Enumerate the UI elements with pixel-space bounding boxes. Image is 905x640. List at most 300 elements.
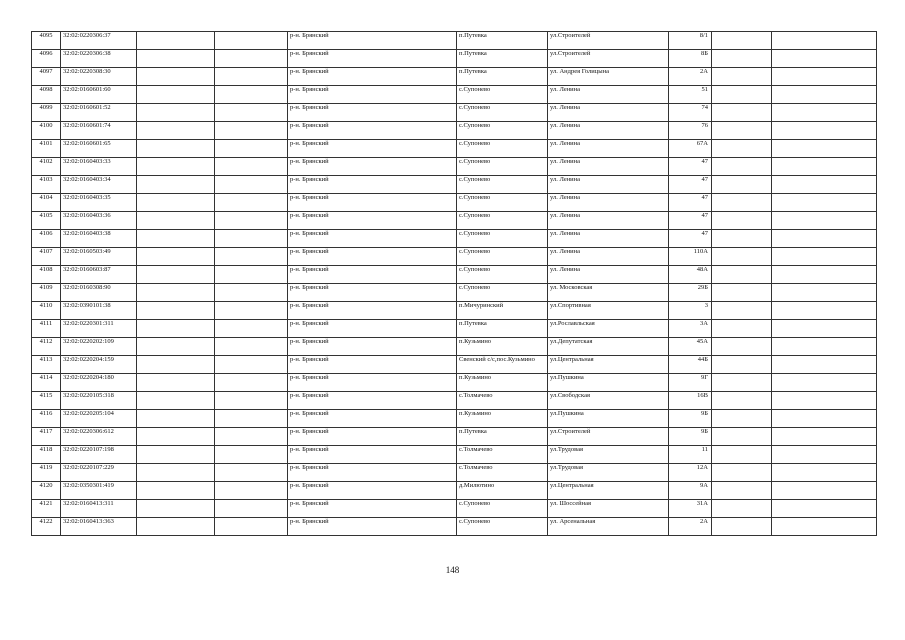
table-row <box>32 176 877 194</box>
street-cell: ул.Трудовая <box>548 464 669 482</box>
row-number-cell: 4120 <box>32 482 61 500</box>
row-number-cell: 4100 <box>32 122 61 140</box>
empty-cell <box>712 482 772 500</box>
settlement-cell: с.Супонево <box>457 86 548 104</box>
house-number-cell: 3 <box>669 302 712 320</box>
empty-cell <box>712 158 772 176</box>
street-cell: ул. Ленина <box>548 86 669 104</box>
empty-cell <box>215 302 288 320</box>
empty-cell <box>772 428 877 446</box>
row-number-cell: 4103 <box>32 176 61 194</box>
empty-cell <box>772 212 877 230</box>
street-cell: ул. Ленина <box>548 230 669 248</box>
empty-cell <box>215 68 288 86</box>
district-cell: р-н. Брянский <box>288 518 457 536</box>
table-row <box>32 302 877 320</box>
empty-cell <box>712 392 772 410</box>
street-cell: ул.Центральная <box>548 482 669 500</box>
empty-cell <box>772 248 877 266</box>
row-number-cell: 4114 <box>32 374 61 392</box>
table-row <box>32 500 877 518</box>
house-number-cell: 2А <box>669 518 712 536</box>
empty-cell <box>772 518 877 536</box>
empty-cell <box>772 410 877 428</box>
settlement-cell: с.Супонево <box>457 284 548 302</box>
house-number-cell: 9Г <box>669 374 712 392</box>
empty-cell <box>712 176 772 194</box>
empty-cell <box>215 410 288 428</box>
table-row <box>32 284 877 302</box>
settlement-cell: п.Кузьмино <box>457 374 548 392</box>
house-number-cell: 47 <box>669 158 712 176</box>
street-cell: ул. Ленина <box>548 248 669 266</box>
cadastral-number-cell: 32:02:0160601:60 <box>61 86 137 104</box>
district-cell: р-н. Брянский <box>288 212 457 230</box>
empty-cell <box>772 356 877 374</box>
cadastral-number-cell: 32:02:0160603:87 <box>61 266 137 284</box>
street-cell: ул.Свободская <box>548 392 669 410</box>
table-row <box>32 86 877 104</box>
row-number-cell: 4116 <box>32 410 61 428</box>
table-row <box>32 482 877 500</box>
empty-cell <box>712 446 772 464</box>
house-number-cell: 47 <box>669 230 712 248</box>
table-row <box>32 446 877 464</box>
settlement-cell: п.Путевка <box>457 50 548 68</box>
empty-cell <box>215 194 288 212</box>
empty-cell <box>137 410 215 428</box>
empty-cell <box>712 320 772 338</box>
table-row <box>32 410 877 428</box>
street-cell: ул. Ленина <box>548 158 669 176</box>
settlement-cell: с.Супонево <box>457 122 548 140</box>
district-cell: р-н. Брянский <box>288 392 457 410</box>
district-cell: р-н. Брянский <box>288 410 457 428</box>
row-number-cell: 4095 <box>32 32 61 50</box>
district-cell: р-н. Брянский <box>288 86 457 104</box>
empty-cell <box>772 266 877 284</box>
street-cell: ул. Ленина <box>548 176 669 194</box>
cadastral-number-cell: 32:02:0390101:38 <box>61 302 137 320</box>
empty-cell <box>137 266 215 284</box>
empty-cell <box>215 32 288 50</box>
street-cell: ул.Рославльская <box>548 320 669 338</box>
district-cell: р-н. Брянский <box>288 194 457 212</box>
settlement-cell: с.Супонево <box>457 230 548 248</box>
street-cell: ул.Депутатская <box>548 338 669 356</box>
empty-cell <box>215 338 288 356</box>
district-cell: р-н. Брянский <box>288 50 457 68</box>
district-cell: р-н. Брянский <box>288 32 457 50</box>
settlement-cell: п.Путевка <box>457 320 548 338</box>
table-row <box>32 32 877 50</box>
empty-cell <box>215 446 288 464</box>
empty-cell <box>215 212 288 230</box>
cadastral-number-cell: 32:02:0220205:104 <box>61 410 137 428</box>
house-number-cell: 47 <box>669 212 712 230</box>
settlement-cell: п.Кузьмино <box>457 410 548 428</box>
row-number-cell: 4099 <box>32 104 61 122</box>
empty-cell <box>772 158 877 176</box>
district-cell: р-н. Брянский <box>288 68 457 86</box>
empty-cell <box>712 140 772 158</box>
district-cell: р-н. Брянский <box>288 140 457 158</box>
house-number-cell: 45А <box>669 338 712 356</box>
district-cell: р-н. Брянский <box>288 482 457 500</box>
settlement-cell: п.Мичуринский <box>457 302 548 320</box>
empty-cell <box>137 302 215 320</box>
row-number-cell: 4102 <box>32 158 61 176</box>
settlement-cell: с.Супонево <box>457 158 548 176</box>
settlement-cell: с.Толмачево <box>457 446 548 464</box>
table-row <box>32 428 877 446</box>
empty-cell <box>137 104 215 122</box>
cadastral-number-cell: 32:02:0220202:109 <box>61 338 137 356</box>
cadastral-number-cell: 32:02:0160413:311 <box>61 500 137 518</box>
settlement-cell: с.Толмачево <box>457 464 548 482</box>
empty-cell <box>137 248 215 266</box>
row-number-cell: 4106 <box>32 230 61 248</box>
cadastral-number-cell: 32:02:0220306:37 <box>61 32 137 50</box>
settlement-cell: с.Супонево <box>457 140 548 158</box>
empty-cell <box>215 248 288 266</box>
empty-cell <box>137 86 215 104</box>
table-row <box>32 338 877 356</box>
table-row <box>32 392 877 410</box>
street-cell: ул.Трудовая <box>548 446 669 464</box>
empty-cell <box>137 122 215 140</box>
empty-cell <box>137 446 215 464</box>
row-number-cell: 4111 <box>32 320 61 338</box>
cadastral-number-cell: 32:02:0160403:35 <box>61 194 137 212</box>
table-row <box>32 356 877 374</box>
empty-cell <box>215 464 288 482</box>
empty-cell <box>712 86 772 104</box>
house-number-cell: 74 <box>669 104 712 122</box>
table-row <box>32 158 877 176</box>
row-number-cell: 4109 <box>32 284 61 302</box>
street-cell: ул.Пушкина <box>548 410 669 428</box>
empty-cell <box>215 356 288 374</box>
empty-cell <box>712 410 772 428</box>
settlement-cell: д.Милютино <box>457 482 548 500</box>
row-number-cell: 4098 <box>32 86 61 104</box>
empty-cell <box>712 194 772 212</box>
empty-cell <box>137 500 215 518</box>
house-number-cell: 44Б <box>669 356 712 374</box>
row-number-cell: 4115 <box>32 392 61 410</box>
empty-cell <box>712 212 772 230</box>
table-row <box>32 68 877 86</box>
house-number-cell: 12А <box>669 464 712 482</box>
empty-cell <box>772 464 877 482</box>
empty-cell <box>215 374 288 392</box>
empty-cell <box>712 104 772 122</box>
empty-cell <box>215 392 288 410</box>
cadastral-number-cell: 32:02:0160403:38 <box>61 230 137 248</box>
cadastral-number-cell: 32:02:0160308:90 <box>61 284 137 302</box>
house-number-cell: 9Б <box>669 410 712 428</box>
settlement-cell: с.Супонево <box>457 194 548 212</box>
district-cell: р-н. Брянский <box>288 104 457 122</box>
empty-cell <box>137 482 215 500</box>
district-cell: р-н. Брянский <box>288 176 457 194</box>
empty-cell <box>772 104 877 122</box>
settlement-cell: с.Толмачево <box>457 392 548 410</box>
street-cell: ул.Строителей <box>548 428 669 446</box>
house-number-cell: 11 <box>669 446 712 464</box>
empty-cell <box>712 518 772 536</box>
cadastral-number-cell: 32:02:0220301:311 <box>61 320 137 338</box>
settlement-cell: Свенский с/с,пос.Кузьмино <box>457 356 548 374</box>
cadastral-number-cell: 32:02:0220107:198 <box>61 446 137 464</box>
empty-cell <box>215 428 288 446</box>
empty-cell <box>215 500 288 518</box>
district-cell: р-н. Брянский <box>288 320 457 338</box>
settlement-cell: п.Путевка <box>457 68 548 86</box>
house-number-cell: 76 <box>669 122 712 140</box>
empty-cell <box>215 518 288 536</box>
empty-cell <box>712 302 772 320</box>
empty-cell <box>772 176 877 194</box>
district-cell: р-н. Брянский <box>288 374 457 392</box>
empty-cell <box>712 122 772 140</box>
empty-cell <box>712 68 772 86</box>
row-number-cell: 4112 <box>32 338 61 356</box>
cadastral-number-cell: 32:02:0220306:38 <box>61 50 137 68</box>
street-cell: ул. Ленина <box>548 140 669 158</box>
empty-cell <box>137 464 215 482</box>
empty-cell <box>215 86 288 104</box>
row-number-cell: 4122 <box>32 518 61 536</box>
street-cell: ул. Ленина <box>548 194 669 212</box>
empty-cell <box>712 500 772 518</box>
row-number-cell: 4121 <box>32 500 61 518</box>
empty-cell <box>772 122 877 140</box>
cadastral-number-cell: 32:02:0220308:30 <box>61 68 137 86</box>
house-number-cell: 51 <box>669 86 712 104</box>
district-cell: р-н. Брянский <box>288 266 457 284</box>
cadastral-number-cell: 32:02:0160403:36 <box>61 212 137 230</box>
empty-cell <box>137 230 215 248</box>
empty-cell <box>712 338 772 356</box>
house-number-cell: 31А <box>669 500 712 518</box>
empty-cell <box>137 140 215 158</box>
row-number-cell: 4101 <box>32 140 61 158</box>
table-row <box>32 320 877 338</box>
row-number-cell: 4119 <box>32 464 61 482</box>
settlement-cell: с.Супонево <box>457 176 548 194</box>
empty-cell <box>137 392 215 410</box>
table-row <box>32 194 877 212</box>
settlement-cell: с.Супонево <box>457 248 548 266</box>
street-cell: ул. Ленина <box>548 212 669 230</box>
settlement-cell: п.Путевка <box>457 32 548 50</box>
empty-cell <box>137 68 215 86</box>
empty-cell <box>137 320 215 338</box>
street-cell: ул.Строителей <box>548 50 669 68</box>
street-cell: ул. Московская <box>548 284 669 302</box>
house-number-cell: 110А <box>669 248 712 266</box>
empty-cell <box>712 50 772 68</box>
registry-table <box>31 31 877 536</box>
street-cell: ул. Арсенальная <box>548 518 669 536</box>
empty-cell <box>772 482 877 500</box>
table-row <box>32 374 877 392</box>
empty-cell <box>137 356 215 374</box>
table-row <box>32 212 877 230</box>
house-number-cell: 47 <box>669 194 712 212</box>
house-number-cell: 67А <box>669 140 712 158</box>
district-cell: р-н. Брянский <box>288 230 457 248</box>
house-number-cell: 48А <box>669 266 712 284</box>
empty-cell <box>772 284 877 302</box>
empty-cell <box>772 374 877 392</box>
district-cell: р-н. Брянский <box>288 248 457 266</box>
settlement-cell: с.Супонево <box>457 518 548 536</box>
row-number-cell: 4104 <box>32 194 61 212</box>
empty-cell <box>215 266 288 284</box>
empty-cell <box>772 392 877 410</box>
empty-cell <box>772 500 877 518</box>
street-cell: ул.Пушкина <box>548 374 669 392</box>
empty-cell <box>772 32 877 50</box>
house-number-cell: 8Б <box>669 50 712 68</box>
empty-cell <box>137 32 215 50</box>
empty-cell <box>712 248 772 266</box>
table-row <box>32 230 877 248</box>
district-cell: р-н. Брянский <box>288 302 457 320</box>
house-number-cell: 9А <box>669 482 712 500</box>
empty-cell <box>137 338 215 356</box>
empty-cell <box>137 374 215 392</box>
table-row <box>32 266 877 284</box>
empty-cell <box>137 176 215 194</box>
settlement-cell: с.Супонево <box>457 266 548 284</box>
cadastral-number-cell: 32:02:0160601:65 <box>61 140 137 158</box>
table-row <box>32 50 877 68</box>
district-cell: р-н. Брянский <box>288 284 457 302</box>
district-cell: р-н. Брянский <box>288 446 457 464</box>
empty-cell <box>215 104 288 122</box>
row-number-cell: 4097 <box>32 68 61 86</box>
empty-cell <box>772 338 877 356</box>
empty-cell <box>215 176 288 194</box>
empty-cell <box>137 194 215 212</box>
row-number-cell: 4110 <box>32 302 61 320</box>
empty-cell <box>215 140 288 158</box>
empty-cell <box>215 284 288 302</box>
house-number-cell: 9Б <box>669 428 712 446</box>
table-row <box>32 122 877 140</box>
empty-cell <box>712 464 772 482</box>
empty-cell <box>137 50 215 68</box>
empty-cell <box>772 230 877 248</box>
empty-cell <box>712 374 772 392</box>
district-cell: р-н. Брянский <box>288 338 457 356</box>
cadastral-number-cell: 32:02:0220105:318 <box>61 392 137 410</box>
cadastral-number-cell: 32:02:0160403:33 <box>61 158 137 176</box>
empty-cell <box>137 158 215 176</box>
empty-cell <box>137 284 215 302</box>
row-number-cell: 4113 <box>32 356 61 374</box>
settlement-cell: п.Путевка <box>457 428 548 446</box>
empty-cell <box>712 266 772 284</box>
district-cell: р-н. Брянский <box>288 122 457 140</box>
house-number-cell: 16В <box>669 392 712 410</box>
street-cell: ул.Строителей <box>548 32 669 50</box>
cadastral-number-cell: 32:02:0160503:49 <box>61 248 137 266</box>
cadastral-number-cell: 32:02:0220204:159 <box>61 356 137 374</box>
row-number-cell: 4107 <box>32 248 61 266</box>
district-cell: р-н. Брянский <box>288 500 457 518</box>
empty-cell <box>215 158 288 176</box>
house-number-cell: 29Б <box>669 284 712 302</box>
cadastral-number-cell: 32:02:0160403:34 <box>61 176 137 194</box>
street-cell: ул. Андрея Голицына <box>548 68 669 86</box>
row-number-cell: 4118 <box>32 446 61 464</box>
empty-cell <box>712 284 772 302</box>
row-number-cell: 4096 <box>32 50 61 68</box>
district-cell: р-н. Брянский <box>288 158 457 176</box>
empty-cell <box>215 320 288 338</box>
street-cell: ул. Ленина <box>548 122 669 140</box>
settlement-cell: п.Кузьмино <box>457 338 548 356</box>
empty-cell <box>215 482 288 500</box>
settlement-cell: с.Супонево <box>457 104 548 122</box>
page-number: 148 <box>445 565 460 575</box>
empty-cell <box>712 32 772 50</box>
house-number-cell: 2А <box>669 68 712 86</box>
empty-cell <box>712 230 772 248</box>
cadastral-number-cell: 32:02:0160413:363 <box>61 518 137 536</box>
row-number-cell: 4108 <box>32 266 61 284</box>
empty-cell <box>137 518 215 536</box>
table-row <box>32 140 877 158</box>
empty-cell <box>712 428 772 446</box>
table-row <box>32 248 877 266</box>
street-cell: ул.Спортивная <box>548 302 669 320</box>
table-row <box>32 518 877 536</box>
empty-cell <box>215 230 288 248</box>
empty-cell <box>215 50 288 68</box>
empty-cell <box>772 86 877 104</box>
cadastral-number-cell: 32:02:0350301:419 <box>61 482 137 500</box>
street-cell: ул. Ленина <box>548 266 669 284</box>
empty-cell <box>772 302 877 320</box>
street-cell: ул. Ленина <box>548 104 669 122</box>
table-row <box>32 464 877 482</box>
row-number-cell: 4105 <box>32 212 61 230</box>
settlement-cell: с.Супонево <box>457 500 548 518</box>
empty-cell <box>772 50 877 68</box>
registry-body <box>32 32 877 536</box>
district-cell: р-н. Брянский <box>288 428 457 446</box>
table-row <box>32 104 877 122</box>
row-number-cell: 4117 <box>32 428 61 446</box>
street-cell: ул. Шоссейная <box>548 500 669 518</box>
empty-cell <box>772 68 877 86</box>
house-number-cell: 3А <box>669 320 712 338</box>
cadastral-number-cell: 32:02:0220107:229 <box>61 464 137 482</box>
cadastral-number-cell: 32:02:0220204:180 <box>61 374 137 392</box>
cadastral-number-cell: 32:02:0160601:52 <box>61 104 137 122</box>
empty-cell <box>215 122 288 140</box>
empty-cell <box>137 428 215 446</box>
empty-cell <box>772 140 877 158</box>
empty-cell <box>772 446 877 464</box>
empty-cell <box>772 194 877 212</box>
